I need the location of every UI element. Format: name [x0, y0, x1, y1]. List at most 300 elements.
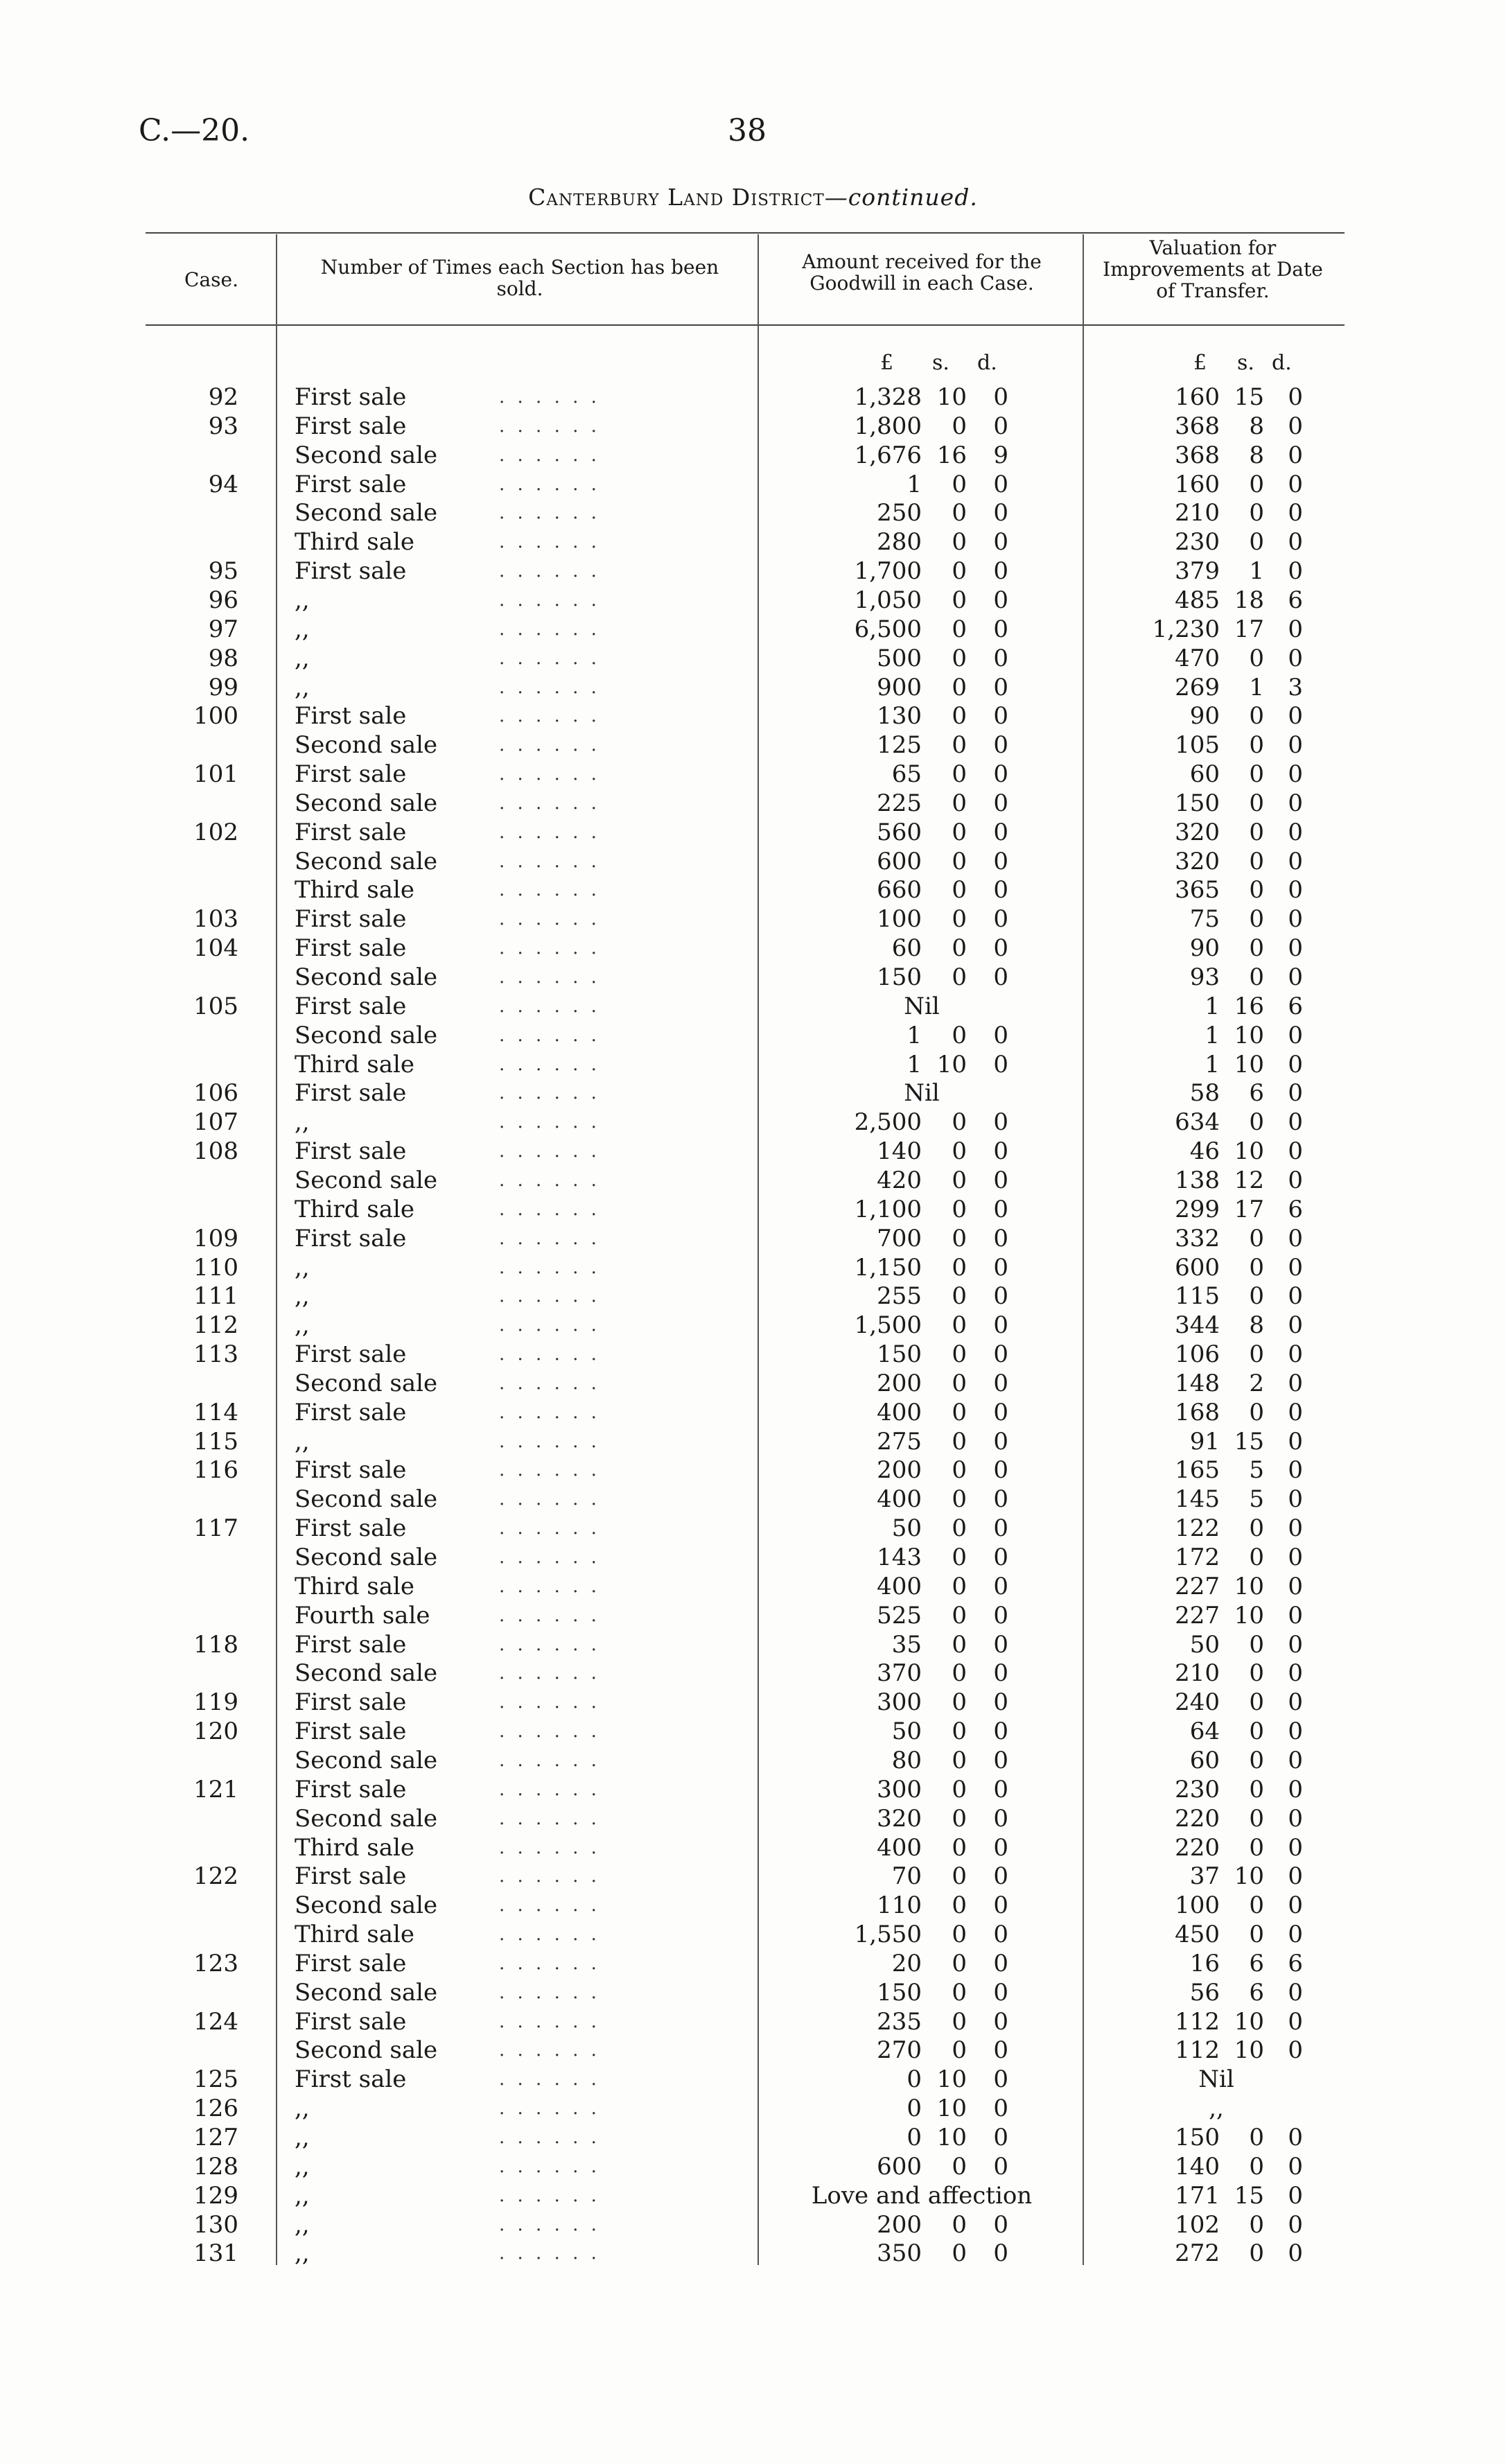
valuation-shillings: 0 — [1249, 1688, 1264, 1717]
table-row — [0, 1862, 1506, 1891]
leader-dots: . . . . . . — [499, 2185, 600, 2206]
valuation-pence: 0 — [1288, 615, 1303, 643]
valuation-pounds: 58 — [1189, 1079, 1220, 1108]
valuation-pence: 0 — [1288, 1050, 1303, 1078]
table-row — [0, 527, 1506, 557]
goodwill-pence: 9 — [993, 441, 1008, 469]
goodwill-shillings: 0 — [952, 1166, 967, 1194]
valuation-shillings: 0 — [1249, 1340, 1264, 1369]
table-row — [0, 1949, 1506, 1978]
valuation-shillings: 17 — [1234, 1195, 1264, 1223]
valuation-pounds: 37 — [1189, 1862, 1220, 1891]
sale-label: First sale — [295, 1456, 407, 1485]
goodwill-pounds: 400 — [877, 1398, 922, 1426]
table-row — [0, 1630, 1506, 1659]
goodwill-pounds: 0 — [907, 2065, 922, 2094]
sale-label: Second sale — [295, 1659, 438, 1688]
sale-label: First sale — [295, 470, 407, 498]
valuation-pence: 0 — [1288, 1427, 1303, 1456]
goodwill-shillings: 0 — [952, 1891, 967, 1920]
goodwill-pounds: 900 — [877, 673, 922, 701]
goodwill-pounds: 1,500 — [854, 1311, 922, 1340]
sale-label: Second sale — [295, 1369, 438, 1397]
sale-label: Fourth sale — [295, 1601, 430, 1629]
valuation-pence-unit: d. — [1272, 351, 1292, 375]
goodwill-pence: 0 — [993, 2095, 1008, 2123]
valuation-shillings: 15 — [1234, 383, 1264, 411]
goodwill-shillings: 0 — [952, 644, 967, 672]
sale-label: Third sale — [295, 528, 414, 557]
goodwill-pounds: 130 — [877, 702, 922, 731]
valuation-pounds: 210 — [1175, 1659, 1220, 1688]
title-continued: —continued. — [824, 184, 978, 211]
header-valuation: Valuation for Improvements at Date of Transfer. — [1103, 236, 1323, 302]
leader-dots: . . . . . . — [499, 764, 600, 785]
goodwill-pence: 0 — [993, 1195, 1008, 1223]
valuation-pounds: 145 — [1175, 1485, 1220, 1514]
header-goodwill: Amount received for the Goodwill in each Case. — [802, 250, 1042, 295]
sale-label: First sale — [295, 2007, 407, 2036]
table-row — [0, 498, 1506, 527]
leader-dots: . . . . . . — [499, 532, 600, 553]
valuation-shillings: 6 — [1249, 1079, 1264, 1108]
valuation-shillings: 2 — [1249, 1369, 1264, 1397]
table-row — [0, 2123, 1506, 2152]
table-row — [0, 2152, 1506, 2181]
sale-label: First sale — [295, 1949, 407, 1977]
table-row — [0, 1543, 1506, 1572]
case-number: 109 — [193, 1224, 238, 1252]
valuation-shillings: 0 — [1249, 1282, 1264, 1311]
table-row — [0, 1688, 1506, 1717]
leader-dots: . . . . . . — [499, 1460, 600, 1481]
goodwill-shillings: 0 — [952, 876, 967, 905]
valuation-shillings: 0 — [1249, 760, 1264, 789]
goodwill-shillings: 10 — [936, 1050, 967, 1078]
valuation-shillings: 0 — [1249, 1224, 1264, 1252]
goodwill-pounds: 560 — [877, 818, 922, 846]
case-number: 121 — [193, 1775, 238, 1803]
sale-label: ,, — [295, 1427, 310, 1456]
case-number: 112 — [193, 1311, 238, 1340]
sale-label: ,, — [295, 644, 310, 672]
goodwill-shillings: 0 — [952, 1311, 967, 1340]
valuation-shilling-unit: s. — [1237, 351, 1254, 375]
table-row — [0, 1978, 1506, 2007]
leader-dots: . . . . . . — [499, 1634, 600, 1655]
goodwill-pence: 0 — [993, 1108, 1008, 1137]
valuation-pence: 0 — [1288, 1108, 1303, 1137]
case-number: 96 — [208, 586, 238, 614]
leader-dots: . . . . . . — [499, 1924, 600, 1946]
goodwill-shillings: 0 — [952, 2007, 967, 2036]
goodwill-pence: 0 — [993, 1746, 1008, 1774]
valuation-pence: 0 — [1288, 441, 1303, 469]
valuation-shillings: 15 — [1234, 1427, 1264, 1456]
goodwill-pounds: 1,150 — [854, 1253, 922, 1282]
sale-label: ,, — [295, 2181, 310, 2210]
valuation-pence: 0 — [1288, 1862, 1303, 1891]
leader-dots: . . . . . . — [499, 821, 600, 843]
leader-dots: . . . . . . — [499, 647, 600, 669]
goodwill-pence: 0 — [993, 1282, 1008, 1311]
goodwill-pounds: 0 — [907, 2124, 922, 2151]
goodwill-shillings: 0 — [952, 1601, 967, 1629]
page-number: 38 — [728, 113, 767, 148]
goodwill-pounds: 350 — [877, 2239, 922, 2268]
goodwill-pence: 0 — [993, 412, 1008, 440]
sale-label: Second sale — [295, 1978, 438, 2007]
valuation-pounds: 112 — [1175, 2036, 1220, 2065]
leader-dots: . . . . . . — [499, 676, 600, 698]
sale-label: Second sale — [295, 1021, 438, 1049]
goodwill-pence: 0 — [993, 557, 1008, 586]
sale-label: Second sale — [295, 731, 438, 760]
goodwill-pounds: 200 — [877, 1456, 922, 1485]
goodwill-pence: 0 — [993, 470, 1008, 498]
valuation-pounds: 91 — [1189, 1427, 1220, 1456]
valuation-shillings: 8 — [1249, 412, 1264, 440]
valuation-pence: 0 — [1288, 2239, 1303, 2268]
sale-label: First sale — [295, 1224, 407, 1252]
sale-label: First sale — [295, 557, 407, 586]
valuation-shillings: 0 — [1249, 1775, 1264, 1803]
goodwill-text: Nil — [904, 992, 940, 1020]
case-number: 93 — [208, 412, 238, 440]
valuation-pounds: 227 — [1175, 1572, 1220, 1600]
sale-label: First sale — [295, 1340, 407, 1369]
valuation-pounds: 56 — [1189, 1978, 1220, 2007]
goodwill-shillings: 0 — [952, 1427, 967, 1456]
valuation-pence: 0 — [1288, 1398, 1303, 1426]
leader-dots: . . . . . . — [499, 2098, 600, 2120]
goodwill-pence: 0 — [993, 2210, 1008, 2239]
valuation-pence: 0 — [1288, 499, 1303, 527]
valuation-pence: 0 — [1288, 1137, 1303, 1166]
sale-label: ,, — [295, 615, 310, 643]
table-row — [0, 1398, 1506, 1427]
goodwill-shillings: 0 — [952, 1949, 967, 1977]
valuation-shillings: 0 — [1249, 1253, 1264, 1282]
goodwill-pounds: 6,500 — [854, 615, 922, 643]
sale-label: First sale — [295, 1079, 407, 1108]
valuation-pence: 0 — [1288, 1544, 1303, 1571]
goodwill-pounds: 100 — [877, 905, 922, 934]
sale-label: ,, — [295, 1253, 310, 1282]
goodwill-pence: 0 — [993, 644, 1008, 672]
valuation-text: Nil — [1198, 2065, 1234, 2094]
valuation-pounds: 365 — [1175, 876, 1220, 905]
sale-label: First sale — [295, 702, 407, 731]
valuation-shillings: 0 — [1249, 818, 1264, 846]
valuation-pence: 0 — [1288, 731, 1303, 760]
valuation-pounds: 1 — [1205, 992, 1220, 1020]
leader-dots: . . . . . . — [499, 2156, 600, 2177]
valuation-pence: 0 — [1288, 702, 1303, 731]
valuation-pounds: 102 — [1175, 2210, 1220, 2239]
table-row — [0, 1195, 1506, 1224]
table-row — [0, 1601, 1506, 1630]
goodwill-pence: 0 — [993, 876, 1008, 905]
valuation-pence: 0 — [1288, 1688, 1303, 1717]
sale-label: First sale — [295, 1775, 407, 1803]
leader-dots: . . . . . . — [499, 1749, 600, 1771]
leader-dots: . . . . . . — [499, 1866, 600, 1887]
sale-label: First sale — [295, 1688, 407, 1717]
case-number: 100 — [193, 702, 238, 731]
goodwill-pence: 0 — [993, 1544, 1008, 1571]
goodwill-pence: 0 — [993, 1659, 1008, 1688]
sale-label: ,, — [295, 1311, 310, 1340]
goodwill-pounds: 300 — [877, 1688, 922, 1717]
valuation-pounds: 106 — [1175, 1340, 1220, 1369]
sale-label: Second sale — [295, 847, 438, 875]
valuation-shillings: 0 — [1249, 2124, 1264, 2151]
valuation-pounds: 60 — [1189, 1746, 1220, 1774]
case-number: 131 — [193, 2239, 238, 2268]
goodwill-shillings: 0 — [952, 1137, 967, 1166]
leader-dots: . . . . . . — [499, 1692, 600, 1713]
valuation-pounds: 220 — [1175, 1833, 1220, 1862]
goodwill-pounds: 270 — [877, 2036, 922, 2065]
leader-dots: . . . . . . — [499, 415, 600, 437]
valuation-shillings: 0 — [1249, 789, 1264, 817]
goodwill-pence: 0 — [993, 586, 1008, 614]
table-row — [0, 470, 1506, 499]
goodwill-pounds: 600 — [877, 847, 922, 875]
valuation-pence: 0 — [1288, 1804, 1303, 1833]
leader-dots: . . . . . . — [499, 938, 600, 959]
valuation-pence: 0 — [1288, 1311, 1303, 1340]
leader-dots: . . . . . . — [499, 880, 600, 901]
valuation-pounds: 230 — [1175, 528, 1220, 557]
goodwill-pounds: 200 — [877, 2210, 922, 2239]
leader-dots: . . . . . . — [499, 706, 600, 727]
valuation-shillings: 0 — [1249, 528, 1264, 557]
valuation-shillings: 17 — [1234, 615, 1264, 643]
goodwill-pounds: 225 — [877, 789, 922, 817]
goodwill-pence: 0 — [993, 760, 1008, 789]
valuation-pence: 0 — [1288, 1746, 1303, 1774]
goodwill-pence: 0 — [993, 2152, 1008, 2181]
table-row — [0, 760, 1506, 789]
goodwill-pence: 0 — [993, 1572, 1008, 1600]
goodwill-pounds: 1,800 — [854, 412, 922, 440]
table-row — [0, 673, 1506, 702]
goodwill-shillings: 0 — [952, 1978, 967, 2007]
valuation-pence: 0 — [1288, 1224, 1303, 1252]
goodwill-pounds: 400 — [877, 1572, 922, 1600]
table-row — [0, 1717, 1506, 1746]
goodwill-pounds: 150 — [877, 1978, 922, 2007]
valuation-shillings: 0 — [1249, 2152, 1264, 2181]
goodwill-pounds: 660 — [877, 876, 922, 905]
valuation-shillings: 5 — [1249, 1456, 1264, 1485]
table-row — [0, 963, 1506, 992]
leader-dots: . . . . . . — [499, 850, 600, 872]
goodwill-pounds: 400 — [877, 1485, 922, 1514]
goodwill-shillings: 0 — [952, 847, 967, 875]
case-number: 113 — [193, 1340, 238, 1369]
valuation-pounds: 50 — [1189, 1630, 1220, 1659]
leader-dots: . . . . . . — [499, 1315, 600, 1336]
valuation-shillings: 10 — [1234, 1050, 1264, 1078]
case-number: 95 — [208, 557, 238, 586]
valuation-pence: 0 — [1288, 1775, 1303, 1803]
valuation-pence: 0 — [1288, 1514, 1303, 1543]
valuation-pounds: 64 — [1189, 1718, 1220, 1746]
valuation-pounds: 269 — [1175, 673, 1220, 701]
goodwill-pounds: 150 — [877, 1340, 922, 1369]
table-row — [0, 789, 1506, 818]
goodwill-pounds: 60 — [891, 934, 922, 963]
valuation-shillings: 0 — [1249, 644, 1264, 672]
leader-dots: . . . . . . — [499, 1344, 600, 1365]
valuation-pounds: 485 — [1175, 586, 1220, 614]
goodwill-shilling-unit: s. — [932, 351, 949, 375]
goodwill-shillings: 0 — [952, 760, 967, 789]
sale-label: First sale — [295, 383, 407, 411]
leader-dots: . . . . . . — [499, 589, 600, 611]
sale-label: ,, — [295, 673, 310, 701]
case-number: 99 — [208, 673, 238, 701]
valuation-pence: 0 — [1288, 847, 1303, 875]
valuation-pounds: 634 — [1175, 1108, 1220, 1137]
leader-dots: . . . . . . — [499, 1141, 600, 1162]
valuation-pounds: 93 — [1189, 963, 1220, 991]
goodwill-pounds: 1,328 — [854, 383, 922, 411]
valuation-pence: 0 — [1288, 1921, 1303, 1949]
valuation-pence: 0 — [1288, 905, 1303, 934]
table-row — [0, 1746, 1506, 1775]
goodwill-pounds: 35 — [891, 1630, 922, 1659]
goodwill-pence: 0 — [993, 499, 1008, 527]
valuation-pence: 0 — [1288, 789, 1303, 817]
valuation-pounds: 227 — [1175, 1601, 1220, 1629]
leader-dots: . . . . . . — [499, 1257, 600, 1278]
valuation-shillings: 1 — [1249, 557, 1264, 586]
page-reference: C.—20. — [139, 113, 250, 148]
table-row — [0, 1659, 1506, 1688]
goodwill-shillings: 10 — [936, 383, 967, 411]
valuation-shillings: 10 — [1234, 1862, 1264, 1891]
valuation-pounds: 148 — [1175, 1369, 1220, 1397]
valuation-pounds: 138 — [1175, 1166, 1220, 1194]
goodwill-pence: 0 — [993, 1630, 1008, 1659]
case-number: 104 — [193, 934, 238, 963]
goodwill-shillings: 0 — [952, 1718, 967, 1746]
sale-label: Third sale — [295, 1050, 414, 1078]
valuation-pence: 0 — [1288, 1718, 1303, 1746]
table-row — [0, 1891, 1506, 1920]
goodwill-pounds: 255 — [877, 1282, 922, 1311]
goodwill-shillings: 0 — [952, 731, 967, 760]
goodwill-pence: 0 — [993, 1253, 1008, 1282]
valuation-pounds: 272 — [1175, 2239, 1220, 2268]
goodwill-pounds: 1 — [907, 1050, 922, 1078]
leader-dots: . . . . . . — [499, 967, 600, 988]
goodwill-pence: 0 — [993, 1514, 1008, 1543]
table-row — [0, 934, 1506, 963]
goodwill-shillings: 0 — [952, 1804, 967, 1833]
valuation-pence: 0 — [1288, 2210, 1303, 2239]
case-number: 126 — [193, 2095, 238, 2123]
table-top-rule — [146, 232, 1345, 234]
goodwill-shillings: 0 — [952, 934, 967, 963]
goodwill-shillings: 0 — [952, 789, 967, 817]
goodwill-pounds: 1 — [907, 1021, 922, 1049]
sale-label: First sale — [295, 1862, 407, 1891]
goodwill-shillings: 0 — [952, 673, 967, 701]
valuation-pence: 0 — [1288, 876, 1303, 905]
goodwill-pence: 0 — [993, 673, 1008, 701]
valuation-pence: 0 — [1288, 760, 1303, 789]
leader-dots: . . . . . . — [499, 1808, 600, 1829]
table-row — [0, 1572, 1506, 1601]
case-number: 107 — [193, 1108, 238, 1137]
leader-dots: . . . . . . — [499, 387, 600, 408]
goodwill-shillings: 0 — [952, 1862, 967, 1891]
goodwill-shillings: 0 — [952, 499, 967, 527]
valuation-shillings: 0 — [1249, 1108, 1264, 1137]
table-row — [0, 1311, 1506, 1340]
table-row — [0, 644, 1506, 673]
goodwill-pounds: 140 — [877, 1137, 922, 1166]
goodwill-shillings: 0 — [952, 1369, 967, 1397]
valuation-pence: 0 — [1288, 1833, 1303, 1862]
valuation-pence: 0 — [1288, 383, 1303, 411]
sale-label: First sale — [295, 412, 407, 440]
sale-label: Second sale — [295, 1166, 438, 1194]
case-number: 118 — [193, 1630, 238, 1659]
leader-dots: . . . . . . — [499, 618, 600, 640]
table-row — [0, 1804, 1506, 1833]
valuation-shillings: 10 — [1234, 1137, 1264, 1166]
valuation-pence: 0 — [1288, 2036, 1303, 2065]
valuation-shillings: 6 — [1249, 1949, 1264, 1977]
sale-label: Second sale — [295, 1746, 438, 1774]
table-row — [0, 1456, 1506, 1485]
sale-label: ,, — [295, 2152, 310, 2181]
table-row — [0, 557, 1506, 586]
valuation-pounds: 46 — [1189, 1137, 1220, 1166]
goodwill-shillings: 10 — [936, 2124, 967, 2151]
goodwill-pence: 0 — [993, 1021, 1008, 1049]
table-row — [0, 818, 1506, 847]
goodwill-pounds: 1,100 — [854, 1195, 922, 1223]
goodwill-pounds: 1,550 — [854, 1921, 922, 1949]
goodwill-pence: 0 — [993, 1166, 1008, 1194]
goodwill-pounds: 80 — [891, 1746, 922, 1774]
valuation-pounds: 320 — [1175, 847, 1220, 875]
goodwill-pounds: 700 — [877, 1224, 922, 1252]
goodwill-shillings: 0 — [952, 2210, 967, 2239]
goodwill-pounds: 65 — [891, 760, 922, 789]
goodwill-pence: 0 — [993, 1485, 1008, 1514]
goodwill-shillings: 0 — [952, 963, 967, 991]
goodwill-shillings: 0 — [952, 1253, 967, 1282]
case-number: 123 — [193, 1949, 238, 1977]
goodwill-shillings: 0 — [952, 1398, 967, 1426]
goodwill-pence: 0 — [993, 702, 1008, 731]
goodwill-pounds: 70 — [891, 1862, 922, 1891]
table-row — [0, 2094, 1506, 2123]
leader-dots: . . . . . . — [499, 2040, 600, 2061]
goodwill-shillings: 0 — [952, 2239, 967, 2268]
valuation-pounds: 1,230 — [1152, 615, 1220, 643]
goodwill-pounds: 2,500 — [854, 1108, 922, 1137]
goodwill-pence: 0 — [993, 905, 1008, 934]
